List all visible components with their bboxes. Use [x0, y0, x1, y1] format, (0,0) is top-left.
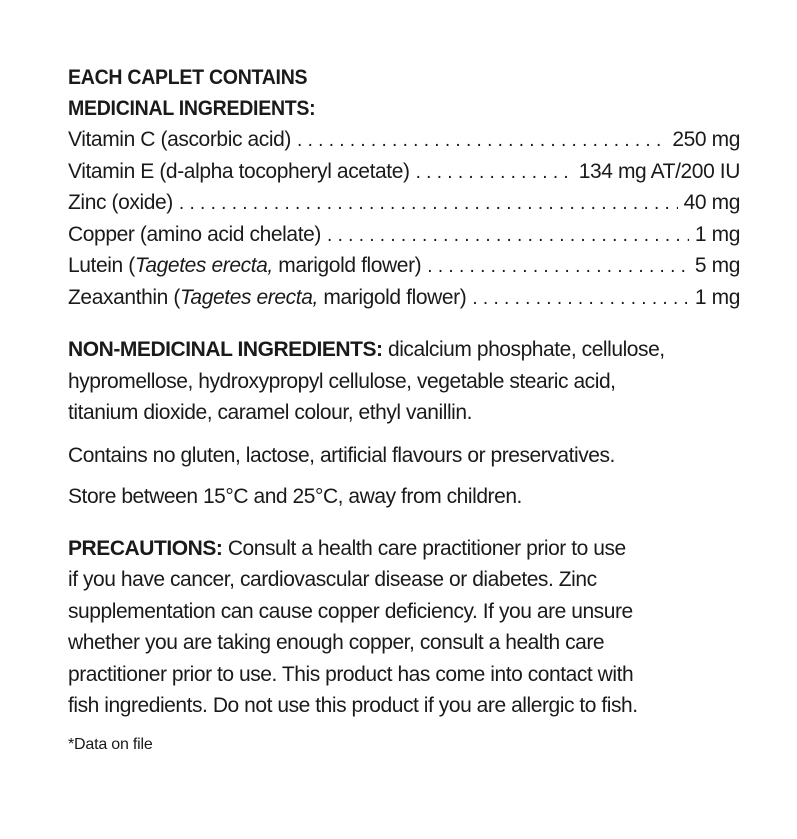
- ingredient-row-copper: [68, 219, 740, 251]
- ingredient-name: Vitamin E (d-alpha tocopheryl acetate): [68, 159, 410, 183]
- dot-leader: [472, 283, 689, 315]
- ingredient-name: Zeaxanthin (Tagetes erecta, marigold flower): [68, 285, 467, 309]
- ingredient-row-vitamin-c: [68, 124, 740, 156]
- precautions-line: PRECAUTIONS: Consult a health care practitioner prior to use: [68, 536, 626, 560]
- footnote: *Data on file: [68, 735, 153, 753]
- dot-leader: [327, 220, 689, 252]
- each-caplet-heading: EACH CAPLET CONTAINS: [68, 66, 308, 89]
- dot-leader: [416, 157, 573, 189]
- ingredient-row-lutein: [68, 250, 740, 282]
- non-medicinal-line: titanium dioxide, caramel colour, ethyl vanillin.: [68, 401, 472, 424]
- non-medicinal-line: hypromellose, hydroxypropyl cellulose, vegetable stearic acid,: [68, 369, 616, 393]
- precautions-line: fish ingredients. Do not use this product if you are allergic to fish.: [68, 694, 638, 717]
- precautions-label: PRECAUTIONS:: [68, 536, 223, 560]
- ingredient-row-zeaxanthin: [68, 282, 740, 314]
- storage-note: Store between 15°C and 25°C, away from children.: [68, 485, 522, 508]
- ingredient-name: Zinc (oxide): [68, 191, 173, 214]
- precautions-line: supplementation can cause copper deficiency. If you are unsure: [68, 599, 633, 623]
- non-medicinal-label: NON-MEDICINAL INGREDIENTS:: [68, 338, 383, 361]
- precautions-line: if you have cancer, cardiovascular disease or diabetes. Zinc: [68, 568, 597, 591]
- ingredient-amount: 134 mg AT/200 IU: [578, 159, 740, 183]
- precautions-line: practitioner prior to use. This product has come into contact with: [68, 662, 634, 686]
- precautions-paragraph: [68, 533, 740, 722]
- dot-leader: [297, 125, 666, 157]
- ingredient-amount: 5 mg: [694, 254, 740, 277]
- non-medicinal-ingredients-paragraph: [68, 334, 740, 429]
- medicinal-ingredient-list: [68, 124, 740, 313]
- ingredient-amount: 1 mg: [694, 285, 740, 309]
- precautions-line: whether you are taking enough copper, consult a health care: [68, 631, 605, 654]
- ingredient-amount: 1 mg: [694, 222, 740, 246]
- non-medicinal-line: NON-MEDICINAL INGREDIENTS: dicalcium phosphate, cellulose,: [68, 338, 665, 361]
- ingredient-row-zinc: [68, 187, 740, 219]
- ingredient-amount: 250 mg: [672, 128, 740, 151]
- medicinal-ingredients-heading: MEDICINAL INGREDIENTS:: [68, 97, 316, 120]
- ingredient-name: Copper (amino acid chelate): [68, 222, 322, 246]
- ingredient-name: Vitamin C (ascorbic acid): [68, 128, 292, 151]
- ingredients-label-panel: [68, 62, 740, 756]
- contains-note: Contains no gluten, lactose, artificial flavours or preservatives.: [68, 443, 615, 467]
- dot-leader: [179, 188, 678, 220]
- ingredient-name: Lutein (Tagetes erecta, marigold flower): [68, 254, 422, 277]
- ingredient-row-vitamin-e: [68, 156, 740, 188]
- dot-leader: [427, 251, 689, 283]
- ingredient-amount: 40 mg: [683, 191, 740, 214]
